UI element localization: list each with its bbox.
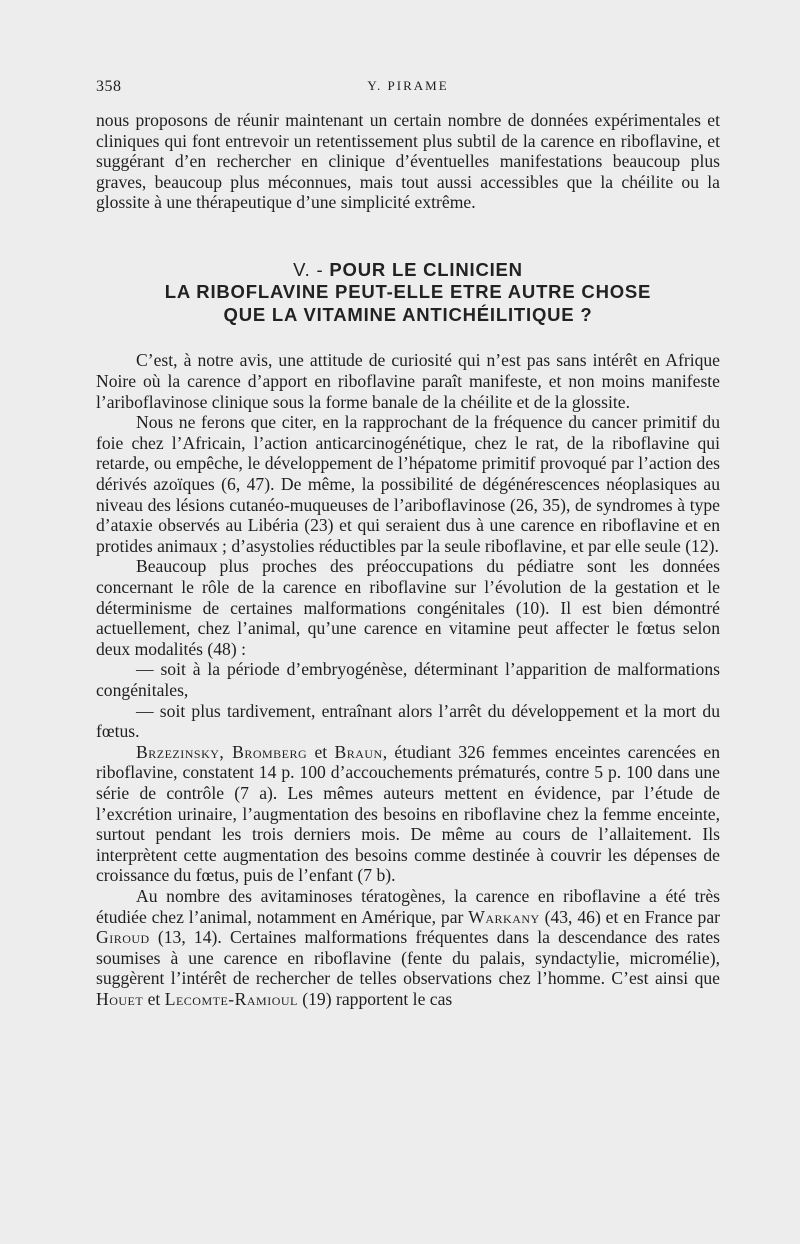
paragraph-5-text-b: (43, 46) et en France par xyxy=(539,906,720,927)
author-name: Braun xyxy=(334,741,383,762)
running-head xyxy=(96,78,720,98)
paragraph-4-text: , étudiant 326 femmes enceintes carencées en riboflavine, constatent 14 p. 100 d’accouchements prématurés, contre 5 p. 100 dans une série de contrôle (7 a). Les mêmes auteurs mettent en évidence, par l’étude de l’excrétion urinaire, l’augmentation des besoins en riboflavine chez la femme enceinte, surtout pendant les trois derniers mois. De même au cours de l’allaitement. Ils interprètent cette augmentation des besoins comme destinée à couvrir les dépenses de croissance du fœtus, puis de l’enfant (7 b). xyxy=(96,741,720,886)
section-heading-line-3: QUE LA VITAMINE ANTICHÉILITIQUE ? xyxy=(223,303,593,325)
paragraph-5-text-d: et xyxy=(143,988,165,1009)
dash-item-2: — soit plus tardivement, entraînant alors l’arrêt du développement et la mort du fœtus. xyxy=(96,700,720,742)
paragraph-1: C’est, à notre avis, une attitude de curiosité qui n’est pas sans intérêt en Afrique Noire où la carence d’apport en riboflavine paraît manifeste, et non moins manifeste l’ariboflavinose clinique sous la forme banale de la chéilite et de la glossite. xyxy=(96,350,720,412)
author-name: Giroud xyxy=(96,927,150,948)
author-name: Lecomte-Ramioul xyxy=(164,988,298,1009)
dash-item-1: — soit à la période d’embryogénèse, déterminant l’apparition de malformations congénitales, xyxy=(96,659,720,700)
paragraph-5-text-a: Au nombre des avitaminoses tératogènes, la carence en riboflavine a été très étudiée chez l’animal, notamment en Amérique, par xyxy=(96,885,720,927)
paragraph-5 xyxy=(96,886,720,1010)
section-heading-line-1 xyxy=(96,259,720,282)
body-text xyxy=(96,110,720,1009)
section-title-1: POUR LE CLINICIEN xyxy=(329,258,523,280)
section-number: V. - xyxy=(293,258,330,280)
paragraph-4 xyxy=(96,742,720,886)
running-head-author: Y. PIRAME xyxy=(367,78,449,93)
paragraph-3: Beaucoup plus proches des préoccupations du pédiatre sont les données concernant le rôle de la carence en riboflavine sur l’évolution de la gestation et le déterminisme de certaines malformations congénitales (10). Il est bien démontré actuellement, chez l’animal, qu’une carence en vitamine peut affecter le fœtus selon deux modalités (48) : xyxy=(96,556,720,659)
conjunction: et xyxy=(307,741,335,762)
author-names: Brzezinsky, Bromberg xyxy=(136,741,308,762)
page-number: 358 xyxy=(96,78,122,95)
paragraph-5-text-c: (13, 14). Certaines malformations fréquentes dans la descendance des rates soumises à une carence en riboflavine (fente du palais, syndactylie, micromélie), suggèrent l’intérêt de rechercher de telles observations chez l’homme. C’est ainsi que xyxy=(96,927,720,989)
paragraph-2: Nous ne ferons que citer, en la rapprochant de la fréquence du cancer primitif du foie chez l’Africain, l’action anticarcinogénétique, chez le rat, de la riboflavine qui retarde, ou empêche, le développement de l’hépatome primitif provoqué par l’action des dérivés azoïques (6, 47). De même, la possibilité de dégénérescences néoplasiques au niveau des lésions cutanéo-muqueuses de l’ariboflavinose (26, 35), de syndromes à type d’ataxie observés au Libéria (23) et qui seraient dus à une carence en riboflavine et en protides animaux ; d’asystolies réductibles par la seule riboflavine, et par elle seule (12). xyxy=(96,412,720,556)
author-name: Houet xyxy=(96,988,144,1009)
section-heading xyxy=(96,259,720,327)
intro-paragraph: nous proposons de réunir maintenant un certain nombre de données expérimentales et cliniques qui font entrevoir un retentissement plus subtil de la carence en riboflavine, et suggérant d’en rechercher en clinique d’éventuelles manifestations beaucoup plus graves, beaucoup plus méconnues, mais tout aussi accessibles que la chéilite ou la glossite à une thérapeutique d’une simplicité extrême. xyxy=(96,110,720,213)
paragraph-5-text-e: (19) rapportent le cas xyxy=(297,988,453,1009)
author-name: Warkany xyxy=(468,906,540,927)
section-heading-line-2: LA RIBOFLAVINE PEUT-ELLE ETRE AUTRE CHOSE xyxy=(164,281,652,303)
